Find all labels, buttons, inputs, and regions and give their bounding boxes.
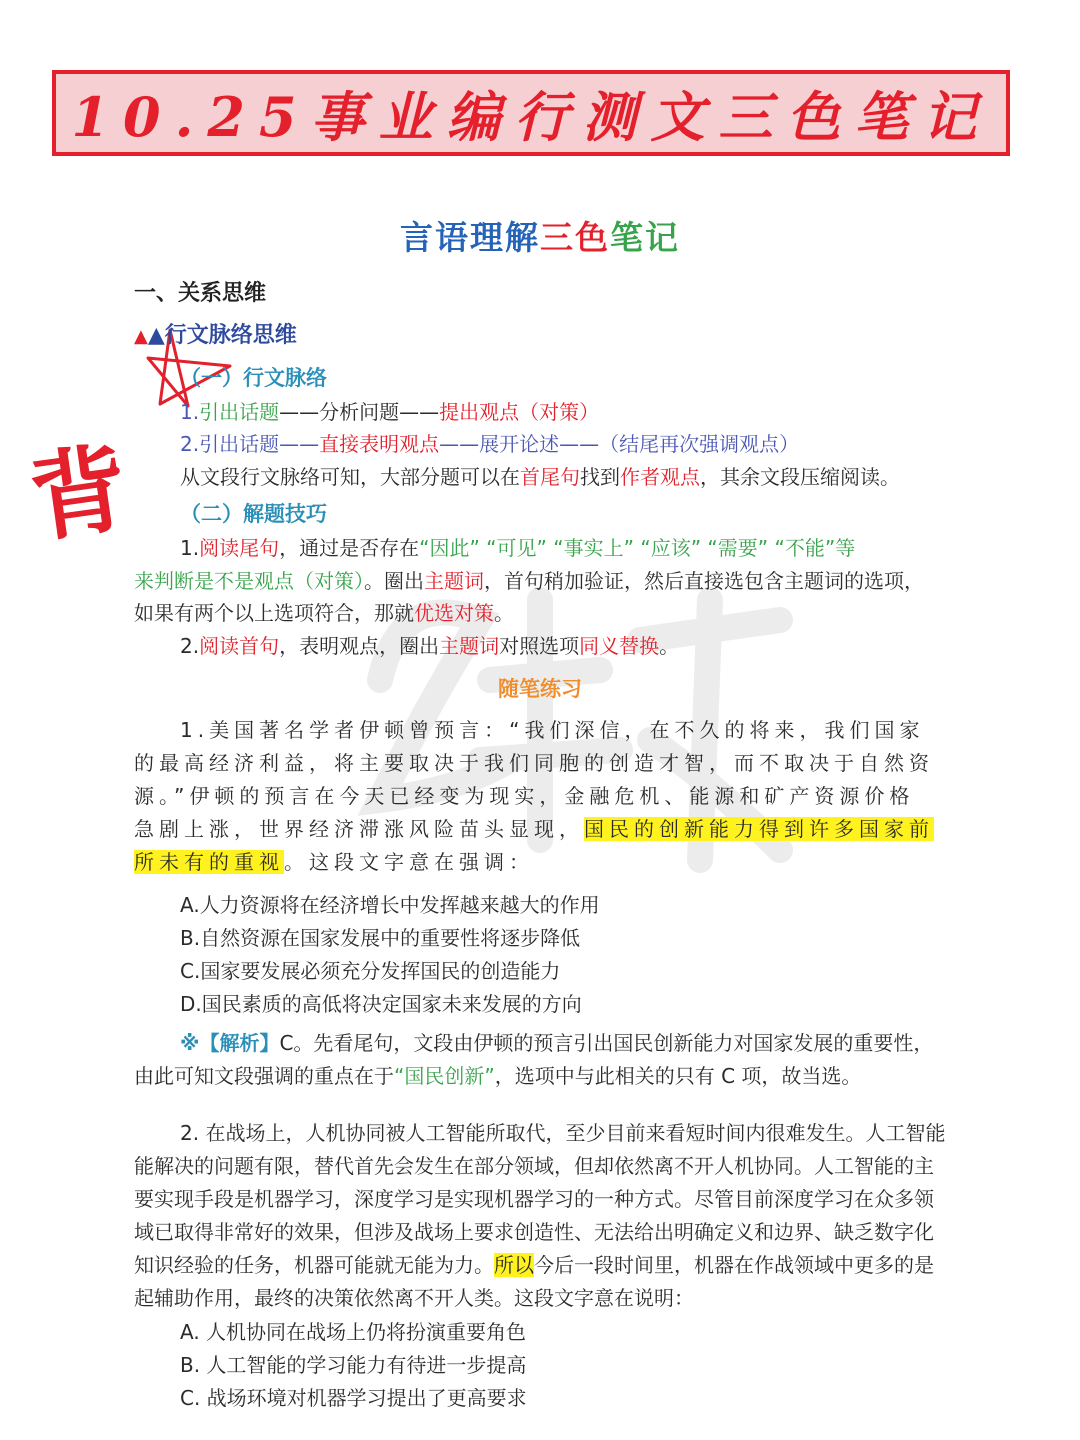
q1-analysis-line-2: [134, 1060, 1014, 1089]
tip-2-f: 。: [659, 634, 680, 658]
q1-option-c: C.国家要发展必须充分发挥国民的创造能力: [180, 959, 561, 983]
tip-2-d: 对照选项: [499, 634, 580, 658]
tip-1-line-1: [180, 532, 1010, 561]
flow-item-2: [180, 428, 1010, 457]
tip-1-k: 。: [494, 601, 514, 625]
tip-1-a: 阅读尾句: [199, 536, 280, 560]
q2-line-4: 域已取得非常好的效果，但涉及战场上要求创造性、无法给出明确定义和边界、缺乏数字化: [134, 1220, 934, 1244]
tip-2: [180, 630, 1010, 659]
q1-line-3: 源。”伊顿的预言在今天已经变为现实，金融危机、能源和矿产资源价格: [134, 784, 915, 808]
page-title-part2: 三色: [540, 218, 610, 257]
flow-summary-d: 作者观点: [620, 465, 700, 489]
tip-1-g: 主题词: [424, 569, 484, 593]
tip-1-h: ，首句稍加验证，然后直接选包含主题词的选项，: [484, 569, 924, 593]
tip-2-a: 阅读首句: [199, 634, 280, 658]
practice-heading: 随笔练习: [498, 677, 582, 701]
q2-line-3: 要实现手段是机器学习，深度学习是实现机器学习的一种方式。尽管目前深度学习在众多领: [134, 1187, 934, 1211]
q2-line-1: 2. 在战场上，人机协同被人工智能所取代，至少目前来看短时间内很难发生。人工智能: [180, 1121, 946, 1145]
analysis-mark: ※【解析】: [180, 1031, 280, 1055]
tip-1-line-2: [134, 565, 1014, 594]
tip-2-num: 2.: [180, 634, 200, 658]
handwritten-char: [21, 412, 135, 561]
q1-line-4: [134, 813, 1014, 842]
tip-1-b: ，通过是否存在: [279, 536, 420, 560]
analysis-d: ，选项中与此相关的只有 C 项，故当选。: [494, 1064, 862, 1088]
q2-line-2: 能解决的问题有限，替代首先会发生在部分领域，但却依然离不开人机协同。人工智能的主: [134, 1154, 934, 1178]
subsection-heading-text: ▲行文脉络思维: [147, 323, 297, 348]
flow-item-2-num: 2.: [180, 432, 200, 456]
q2-option-b: B. 人工智能的学习能力有待进一步提高: [180, 1353, 527, 1377]
tip-2-e: 同义替换: [579, 634, 660, 658]
tip-1-j: 优选对策: [414, 601, 494, 625]
flow-item-1-num: 1.: [180, 400, 200, 424]
tip-1-f: 。圈出: [364, 569, 424, 593]
q2-option-c: C. 战场环境对机器学习提出了更高要求: [180, 1386, 527, 1410]
part1-heading: （一）行文脉络: [180, 366, 327, 390]
tip-1-c: “因此” “可见” “事实上” “应该” “需要” “不能”: [419, 536, 836, 560]
flow-item-2-d: （结尾再次强调观点）: [599, 432, 800, 456]
flow-summary: [180, 461, 1010, 490]
flow-item-1-c: 提出观点（对策）: [439, 400, 600, 424]
tip-1-line-3: [134, 597, 1014, 626]
section-heading: 一、关系思维: [134, 281, 267, 306]
q2-line-5-a: 知识经验的任务，机器可能就无能为力。: [134, 1253, 494, 1277]
flow-item-1-b: ——分析问题——: [279, 400, 440, 424]
flow-item-2-b: 直接表明观点: [319, 432, 440, 456]
flow-summary-b: 首尾句: [520, 465, 580, 489]
q1-option-d: D.国民素质的高低将决定国家未来发展的方向: [180, 992, 582, 1016]
q2-line-5: [134, 1249, 1014, 1278]
q1-line-1: 1.美国著名学者伊顿曾预言：“我们深信，在不久的将来，我们国家: [180, 718, 925, 742]
q1-line-2: 的最高经济利益，将主要取决于我们同胞的创造才智，而不取决于自然资: [134, 751, 934, 775]
q2-highlight: 所以: [494, 1253, 534, 1277]
flow-item-2-a: 引出话题——: [199, 432, 320, 456]
q1-line-4-a: 急剧上涨，世界经济滞涨风险苗头显现，: [134, 817, 584, 841]
q2-line-5-c: 今后一段时间里，机器在作战领域中更多的是: [534, 1253, 934, 1277]
flow-item-2-c: ——展开论述——: [439, 432, 600, 456]
subsection-heading: ▲▲行文脉络思维: [134, 323, 297, 348]
q1-line-5: [134, 846, 1014, 875]
title-banner: [52, 70, 1010, 156]
q1-analysis-line-1: [180, 1027, 1010, 1056]
tip-2-c: 主题词: [439, 634, 500, 658]
page-title-part3: 笔记: [610, 218, 680, 257]
tip-2-b: ，表明观点，圈出: [279, 634, 440, 658]
tip-1-i: 如果有两个以上选项符合，那就: [134, 601, 414, 625]
flow-item-1-a: 引出话题: [199, 400, 280, 424]
q2-option-a: A. 人机协同在战场上仍将扮演重要角色: [180, 1320, 527, 1344]
banner-title: 10.25事业编行测文三色笔记: [71, 84, 991, 149]
page-title-part1: 言语理解: [400, 218, 540, 257]
tip-1-d: 等: [835, 536, 856, 560]
analysis-b: 由此可知文段强调的重点在于: [134, 1064, 394, 1088]
handwritten-char-text: 背: [23, 430, 135, 557]
q1-highlight-1: 国民的创新能力得到许多国家前: [584, 817, 934, 841]
flow-summary-e: ，其余文段压缩阅读。: [700, 465, 900, 489]
flow-item-1: [180, 396, 1010, 425]
part2-heading: （二）解题技巧: [180, 502, 327, 526]
flow-summary-a: 从文段行文脉络可知，大部分题可以在: [180, 465, 520, 489]
q1-option-b: B.自然资源在国家发展中的重要性将逐步降低: [180, 926, 581, 950]
q1-highlight-2: 所未有的重视: [134, 850, 284, 874]
tip-1-num: 1.: [180, 536, 200, 560]
tip-1-e: 来判断是不是观点（对策）: [134, 569, 364, 593]
analysis-c: “国民创新”: [394, 1064, 495, 1088]
page-title: [0, 212, 1080, 259]
q2-line-6: 起辅助作用，最终的决策依然离不开人类。这段文字意在说明：: [134, 1286, 694, 1310]
analysis-a: C。先看尾句，文段由伊顿的预言引出国民创新能力对国家发展的重要性，: [279, 1031, 934, 1055]
q1-option-a: A.人力资源将在经济增长中发挥越来越大的作用: [180, 893, 600, 917]
q1-line-5-b: 。这段文字意在强调：: [284, 850, 534, 874]
flow-summary-c: 找到: [580, 465, 620, 489]
